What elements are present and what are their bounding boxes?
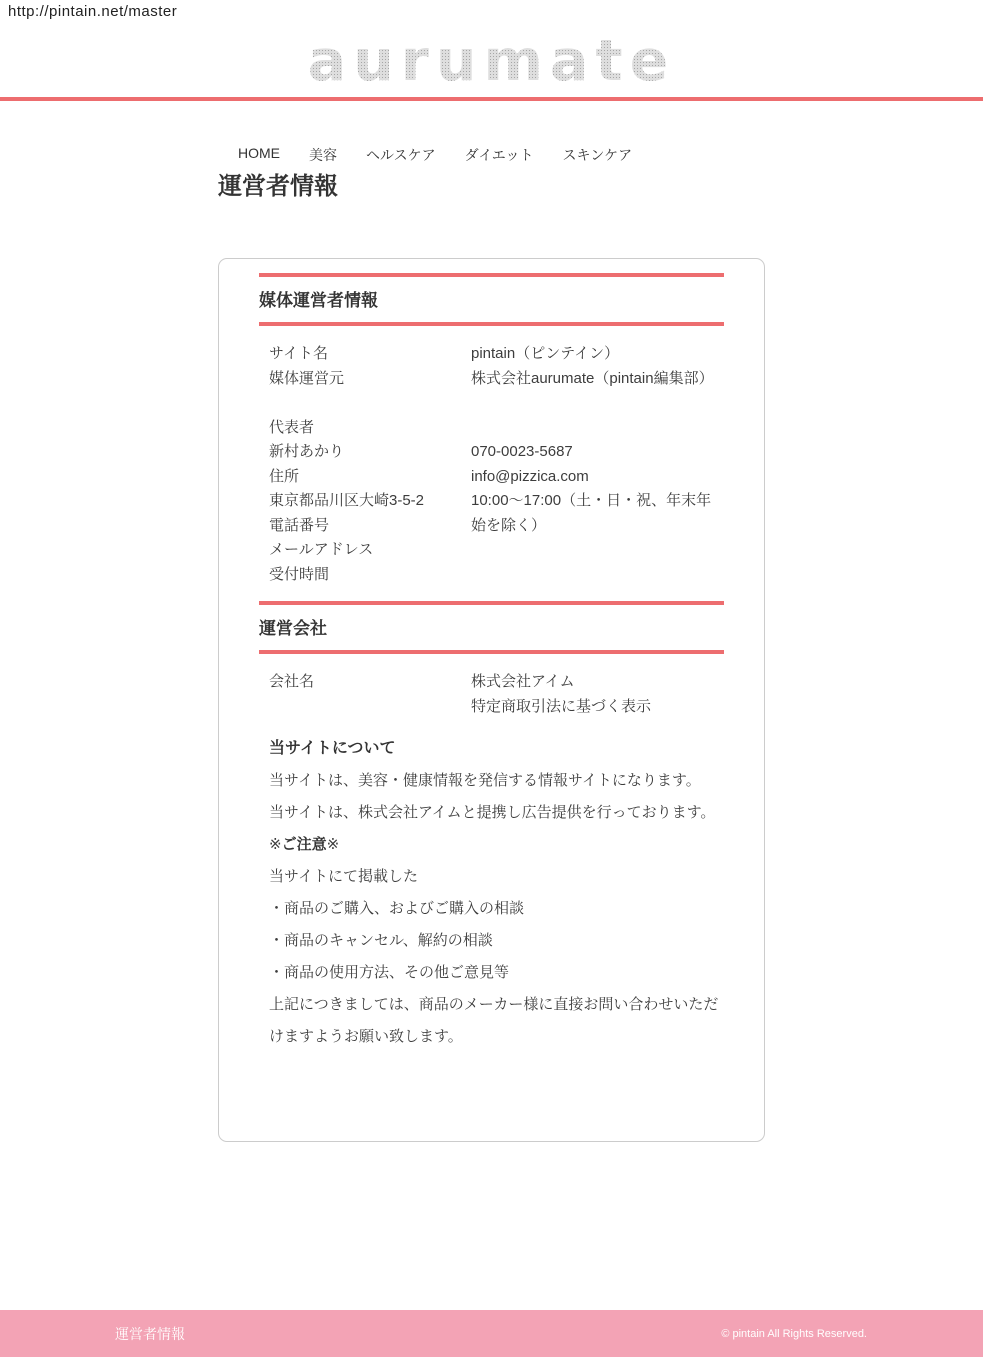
site-logo[interactable]: aurumate — [0, 28, 983, 94]
about-section — [269, 733, 724, 1053]
value-representative-name: 新村あかり — [269, 443, 345, 460]
company-section-title: 運営会社 — [259, 619, 327, 638]
label-media-operator: 媒体運営元 — [269, 369, 345, 387]
nav-item-diet[interactable]: ダイエット — [464, 147, 534, 163]
footer-copyright: © pintain All Rights Reserved. — [721, 1327, 867, 1340]
main-nav — [238, 145, 983, 165]
notice-label: ご注意 — [281, 836, 327, 853]
about-paragraph: 当サイトは、株式会社アイムと提携し広告提供を行っております。 — [269, 804, 716, 821]
company-info-table — [269, 670, 724, 719]
value-site-name: pintain（ピンテイン） — [471, 345, 620, 362]
label-phone: 電話番号 — [269, 516, 330, 534]
notice-intro: 当サイトにて掲載した — [269, 868, 418, 885]
operator-info-card — [218, 258, 765, 1142]
value-address: 東京都品川区大崎3-5-2 — [269, 492, 425, 509]
about-paragraph: 当サイトは、美容・健康情報を発信する情報サイトになります。 — [269, 772, 701, 789]
nav-item-beauty[interactable]: 美容 — [309, 147, 337, 163]
label-address: 住所 — [269, 467, 300, 485]
media-info-labels — [269, 342, 471, 587]
notice-heading — [269, 829, 724, 861]
url-stamp: http://pintain.net/master — [8, 3, 178, 20]
page-title: 運営者情報 — [218, 173, 338, 200]
value-email: info@pizzica.com — [471, 467, 589, 485]
blank-line — [471, 416, 724, 441]
notice-bullet: ・商品の使用方法、その他ご意見等 — [269, 964, 510, 981]
value-company-name: 株式会社アイム — [471, 673, 575, 690]
label-hours: 受付時間 — [269, 565, 330, 583]
company-section-bottom-bar — [259, 650, 724, 654]
value-hours: 10:00〜17:00（土・日・祝、年末年始を除く） — [471, 492, 712, 534]
blank-line — [471, 391, 724, 416]
label-representative: 代表者 — [269, 418, 315, 436]
media-section-bottom-bar — [259, 322, 724, 326]
value-phone: 070-0023-5687 — [471, 443, 573, 460]
notice-bullet: ・商品のキャンセル、解約の相談 — [269, 932, 493, 949]
media-info-values — [471, 342, 724, 587]
about-title: 当サイトについて — [269, 740, 396, 757]
value-tokushoho-link: 特定商取引法に基づく表示 — [471, 697, 652, 715]
media-info-table — [269, 342, 724, 587]
value-media-operator: 株式会社aurumate（pintain編集部） — [471, 369, 714, 387]
media-section-top-bar — [259, 273, 724, 277]
company-section-top-bar — [259, 601, 724, 605]
label-site-name: サイト名 — [269, 345, 328, 362]
notice-prefix-mark: ※ — [269, 836, 282, 853]
label-email: メールアドレス — [269, 541, 374, 558]
company-info-values — [471, 670, 724, 719]
notice-suffix-mark: ※ — [326, 836, 340, 853]
company-info-labels — [269, 670, 471, 719]
nav-item-healthcare[interactable]: ヘルスケア — [366, 147, 436, 163]
notice-outro: 上記につきましては、商品のメーカー様に直接お問い合わせいただけますようお願い致します。 — [269, 996, 719, 1045]
blank-line — [269, 391, 471, 416]
site-footer — [0, 1310, 983, 1357]
header-divider — [0, 97, 983, 101]
nav-item-skincare[interactable]: スキンケア — [562, 147, 633, 163]
footer-page-label: 運営者情報 — [115, 1325, 185, 1342]
label-company-name: 会社名 — [269, 673, 315, 690]
notice-bullet: ・商品のご購入、およびご購入の相談 — [269, 900, 525, 917]
nav-item-home[interactable]: HOME — [238, 145, 280, 161]
media-section-title: 媒体運営者情報 — [259, 291, 378, 310]
